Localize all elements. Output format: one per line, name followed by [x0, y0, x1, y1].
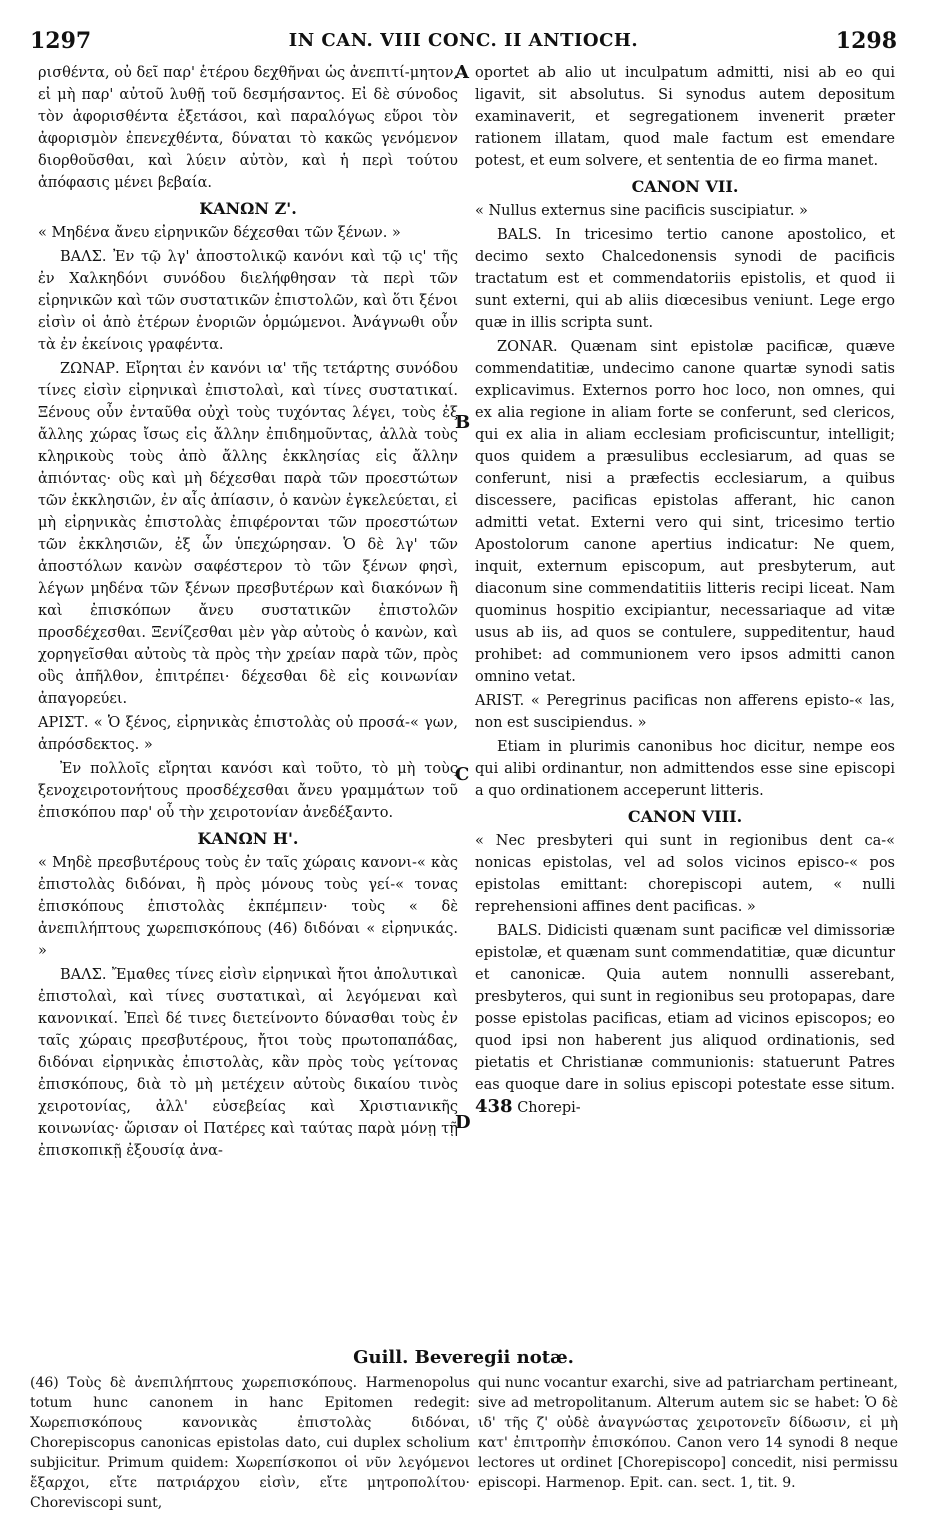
margin-letter-a: A — [455, 62, 469, 83]
latin-canon-8-heading: CANON VIII. — [627, 807, 743, 826]
greek-canon-8-text: « Μηδὲ πρεσβυτέρους τοὺς ἐν ταῖς χώραις κανονι-« κὰς ἐπιστολὰς διδόναι, ἢ πρὸς μόνους τοὺς γεί-« τονας ἐπισκόπους ἐπιστολὰς ἐκπέμπειν· τοὺς « δὲ ἀνεπιλήπτους χωρεπισκόπους (46) διδόναι « εἰρηνικάς. » — [38, 855, 458, 959]
latin-balsamon-8-tail: Chorepi- — [517, 1100, 581, 1116]
latin-column — [475, 62, 895, 1121]
greek-column — [38, 62, 458, 1164]
greek-paragraph-opening: ρισθέντα, οὐ δεῖ παρ' ἑτέρου δεχθῆναι ὡς ἀνεπιτί-μητον, εἰ μὴ παρ' αὐτοῦ λυθῇ τοῦ δεσμήσαντος. Εἰ δὲ σύνοδος τὸν ἀφορισθέντα ἐξετάσοι, καὶ παραλόγως εὕροι τὸν ἀφορισμὸν ἐπενεχθέντα, δύναται τὸ κακῶς γενόμενον διορθοῦσθαι, καὶ λύειν αὐτὸν, καὶ ἡ περὶ τούτου ἀπόφασις μένει βεβαία. — [38, 65, 458, 191]
greek-canon-7-text: « Μηδένα ἄνευ εἰρηνικῶν δέχεσθαι τῶν ξένων. » — [38, 225, 401, 241]
latin-balsamon-7: BALS. In tricesimo tertio canone apostolico, et decimo sexto Chalcedonensis synodi de pacificis tractatum est et commendatoriis epistolis, et quod ii sunt externi, qui ab aliis diœcesibus veniunt. Lege ergo quæ in illis scripta sunt. — [475, 227, 895, 331]
latin-balsamon-8 — [475, 920, 895, 1119]
latin-zonaras-7: ZONAR. Quænam sint epistolæ pacificæ, quæve commendatitiæ, undecimo canone quartæ synodi satis explicavimus. Externos porro hoc loco, non omnes, qui ex alia regione in aliam forte se conferunt, sed clericos, qui ex alia in aliam ecclesiam proficiscuntur, intelligit; quos quidem a præsulibus ecclesiarum, ad quas se conferunt, nisi a præfectis ecclesiarum, a quibus discessere, pacificas epistolas afferant, hic canon admitti vetat. Externi vero qui sint, tricesimo tertio Apostolorum canone apertius indicatur: Ne quem, inquit, externum episcopum, aut presbyterum, aut diaconum sine commendatitiis litteris recipi liceat. Nam quominus hospitio excipiantur, necessariaque ad vitæ usus ab iis, ad quos se contulere, suppeditentur, haud prohibet: ad communionem vero ipsos admitti canon omnino vetat. — [475, 339, 895, 685]
margin-letter-d: D — [455, 1112, 471, 1133]
latin-canon-7-text: « Nullus externus sine pacificis suscipiatur. » — [475, 203, 808, 219]
margin-letter-c: C — [455, 764, 470, 785]
note-46-left: (46) Τοὺς δὲ ἀνεπιλήπτους χωρεπισκόπους. Harmenopolus totum hunc canonem in hanc Epitomen redegit: Χωρεπισκόπους κανονικὰς ἐπιστολὰς διδόναι, Chorepiscopus canonicas epistolas dato, cui duplex scholium subjicitur. Primum quidem: Χωρεπίσκοποι οἱ νῦν λεγόμενοι ἔξαρχοι, εἴτε πατριάρχου εἰσὶν, εἴτε μητροπολίτου· Choreviscopi sunt, — [30, 1375, 470, 1511]
greek-canon-7-heading: ΚΑΝΩΝ Ζ'. — [199, 199, 297, 218]
greek-canon-8-heading: ΚΑΝΩΝ Η'. — [197, 829, 299, 848]
note-46-right: qui nunc vocantur exarchi, sive ad patriarcham pertineant, sive ad metropolitanum. Alterum autem sic se habet: Ὁ δὲ ιδ' τῆς ζ' οὐδὲ ἀναγνώστας χειροτονεῖν δίδωσιν, εἰ μὴ κατ' ἐπιτροπὴν ἐπισκόπου. Canon vero 14 synodi 8 neque lectores ut ordinet [Chorepiscopo] concedit, nisi permissu episcopi. Harmenop. Epit. can. sect. 1, tit. 9. — [478, 1375, 898, 1491]
latin-paragraph-opening: oportet ab alio ut inculpatum admitti, nisi ab eo qui ligavit, sit absolutus. Si synodus autem depositum examinaverit, et segregationem invenerit præter rationem illatam, quod male factum est emendare potest, et eum solvere, et sententia de eo firma manet. — [475, 65, 895, 169]
margin-letter-b: B — [455, 412, 471, 433]
running-title: IN CAN. VIII CONC. II ANTIOCH. — [288, 30, 639, 51]
latin-aristenus-7-comment: Etiam in plurimis canonibus hoc dicitur, nempe eos qui alibi ordinantur, non admittendos esse sine episcopi a quo ordinationem acceperunt litteris. — [475, 739, 895, 799]
notes-title: Guill. Beveregii notæ. — [353, 1347, 574, 1368]
column-number: 438 — [475, 1096, 513, 1117]
page-header — [30, 20, 897, 60]
latin-canon-8-text: « Nec presbyteri qui sunt in regionibus dent ca-« nonicas epistolas, vel ad solos vicinos episco-« pos epistolas emittant: chorepiscopi autem, « nulli reprehensioni affines dent pacificas. » — [475, 833, 895, 915]
greek-aristenus-7: ΑΡΙΣΤ. « Ὁ ξένος, εἰρηνικὰς ἐπιστολὰς οὐ προσά-« γων, ἀπρόσδεκτος. » — [38, 715, 458, 753]
page-number-right: 1298 — [835, 28, 897, 54]
latin-aristenus-7: ARIST. « Peregrinus pacificas non afferens episto-« las, non est suscipiendus. » — [475, 693, 895, 731]
greek-balsamon-7: ΒΑΛΣ. Ἐν τῷ λγ' ἀποστολικῷ κανόνι καὶ τῷ ις' τῆς ἐν Χαλκηδόνι συνόδου διελήφθησαν τὰ περὶ τῶν εἰρηνικῶν καὶ τῶν συστατικῶν ἐπιστολῶν, καὶ ὅτι ξένοι εἰσὶν οἱ ἀπὸ ἑτέρων ἐνοριῶν ὁρμώμενοι. Ἀνάγνωθι οὖν τὰ ἐν ἐκείνοις γραφέντα. — [38, 249, 458, 353]
greek-zonaras-7: ΖΩΝΑΡ. Εἴρηται ἐν κανόνι ια' τῆς τετάρτης συνόδου τίνες εἰσὶν εἰρηνικαὶ ἐπιστολαὶ, καὶ τίνες συστατικαί. Ξένους οὖν ἐνταῦθα οὐχὶ τοὺς τυχόντας λέγει, τοὺς ἐξ ἄλλης χώρας ἴσως εἰς ἄλλην ἐπιδημοῦντας, ἀλλὰ τοὺς κληρικοὺς τοὺς ἀπὸ ἄλλης ἐκκλησίας εἰς ἄλλην ἀπιόντας· οὓς καὶ μὴ δέχεσθαι παρὰ τῶν προεστώτων τῶν ἐκκλησιῶν, ἐν αἷς ἀπίασιν, ὁ κανὼν ἐγκελεύεται, εἰ μὴ εἰρηνικὰς ἐπιστολὰς ἐπιφέρονται τῶν προεστώτων τῶν ἐκκλησιῶν, ἐξ ὧν ὑπεχώρησαν. Ὁ δὲ λγ' τῶν ἀποστόλων κανὼν σαφέστερον τὸ τῶν ξένων φησὶ, λέγων μηδένα τῶν ξένων πρεσβυτέρων καὶ διακόνων ἢ καὶ ἐπισκόπων ἄνευ συστατικῶν ἐπιστολῶν προσδέχεσθαι. Ξενίζεσθαι μὲν γὰρ αὐτοὺς ὁ κανὼν, καὶ χορηγεῖσθαι αὐτοὺς τὰ πρὸς τὴν χρείαν παρὰ τῶν, πρὸς οὓς ἀπῆλθον, ἐπιτρέπει· δέχεσθαι δὲ εἰς κοινωνίαν ἀπαγορεύει. — [38, 361, 458, 707]
latin-balsamon-8-text: BALS. Didicisti quænam sunt pacificæ vel dimissoriæ epistolæ, et quænam sunt commendatitiæ, quæ dicuntur et canonicæ. Quia autem nonnulli asserebant, presbyteros, qui sunt in regionibus seu protopapas, dare posse epistolas pacificas, etiam ad vicinos episcopos; eo quod ipsi non haberent jus aliquod ordinationis, sed pietatis et Christianæ communionis: statuerunt Patres eas quoque dare in solius episcopi potestate esse situm. — [475, 923, 895, 1093]
greek-aristenus-7-comment: Ἐν πολλοῖς εἴρηται κανόσι καὶ τοῦτο, τὸ μὴ τοὺς ξενοχειροτονήτους προσδέχεσθαι ἄνευ γραμμάτων τοῦ ἐπισκόπου παρ' οὗ τὴν χειροτονίαν ἀνεδέξαντο. — [38, 761, 458, 821]
page-number-left: 1297 — [30, 28, 92, 54]
latin-canon-7-heading: CANON VII. — [631, 177, 739, 196]
greek-balsamon-8: ΒΑΛΣ. Ἔμαθες τίνες εἰσὶν εἰρηνικαὶ ἤτοι ἀπολυτικαὶ ἐπιστολαὶ, καὶ τίνες συστατικαὶ, αἱ λεγόμεναι καὶ κανονικαί. Ἐπεὶ δέ τινες διετείνοντο δύνασθαι τοὺς ἐν ταῖς χώραις πρεσβυτέρους, ἤτοι τοὺς πρωτοπαπάδας, διδόναι εἰρηνικὰς ἐπιστολὰς, κἂν πρὸς τοὺς γείτονας ἐπισκόπους, διὰ τὸ μὴ μετέχειν αὐτοὺς δικαίου τινὸς χειροτονίας, ἀλλ' εὐσεβείας καὶ Χριστιανικῆς κοινωνίας· ὥρισαν οἱ Πατέρες καὶ ταύτας παρὰ μόνῃ τῇ ἐπισκοπικῇ ἐξουσίᾳ ἀνα- — [38, 967, 458, 1159]
